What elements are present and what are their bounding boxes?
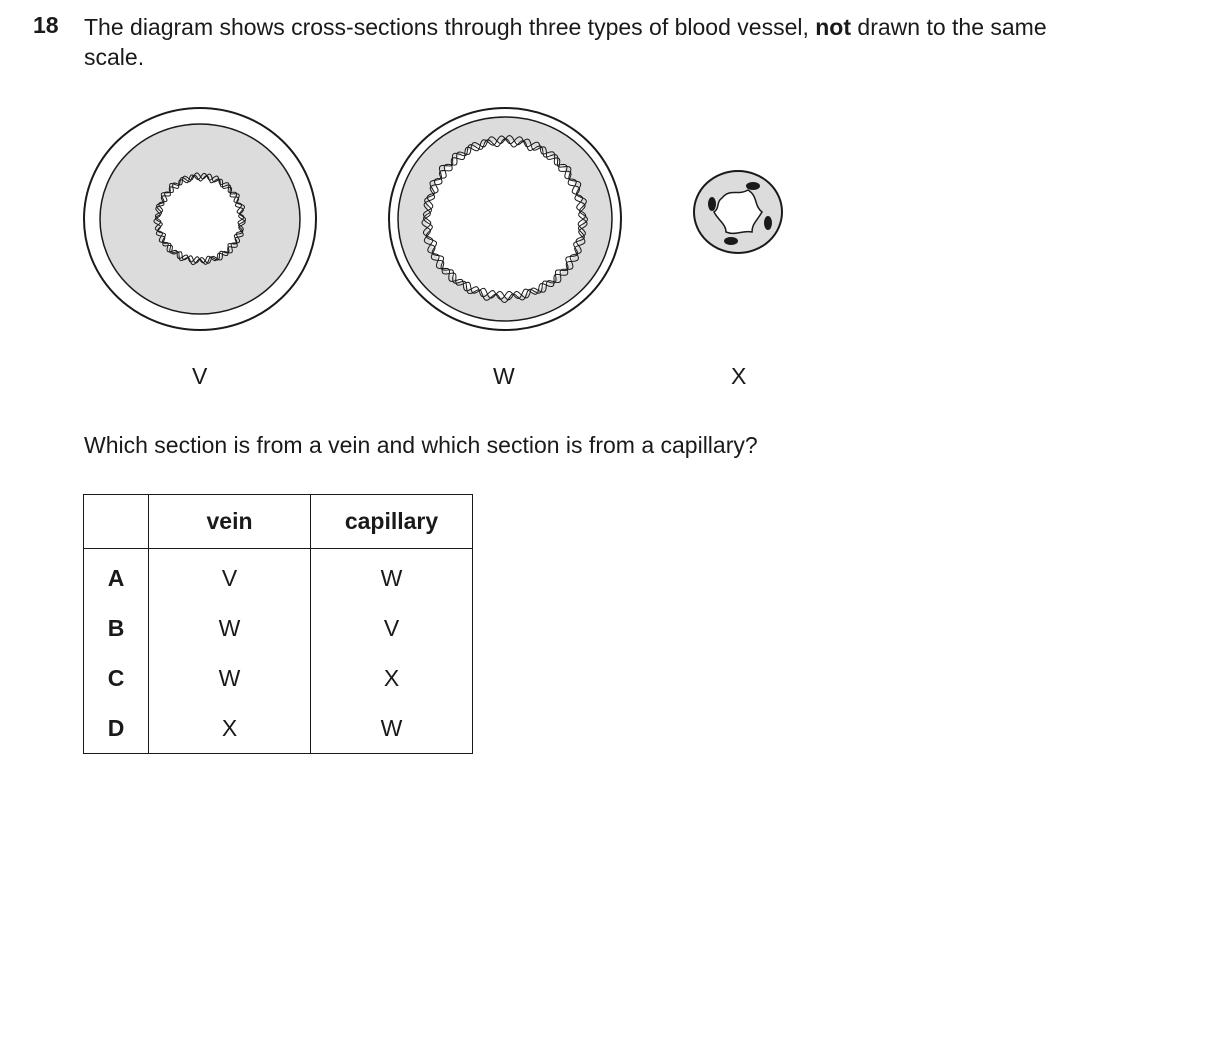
table-row[interactable] bbox=[84, 549, 473, 604]
vessel-x-cross-section bbox=[694, 171, 782, 253]
table-header-row bbox=[84, 495, 473, 549]
question-prompt: Which section is from a vein and which section is from a capillary? bbox=[84, 432, 758, 458]
question-number: 18 bbox=[33, 12, 59, 38]
answer-options-table bbox=[83, 494, 473, 754]
option-capillary: X bbox=[311, 653, 473, 703]
option-letter: D bbox=[84, 703, 149, 754]
option-capillary: W bbox=[311, 703, 473, 754]
blood-vessel-diagram bbox=[0, 0, 1209, 400]
vessel-v-cross-section bbox=[84, 108, 316, 330]
vessel-label-v: V bbox=[192, 363, 208, 389]
header-blank bbox=[84, 495, 149, 549]
stem-text-1: The diagram shows cross-sections through three types of blood vessel, bbox=[84, 14, 816, 40]
table-row[interactable] bbox=[84, 703, 473, 754]
vessel-w-cross-section bbox=[389, 108, 621, 330]
nucleus-3 bbox=[764, 216, 772, 230]
table-row[interactable] bbox=[84, 653, 473, 703]
option-vein: W bbox=[149, 603, 311, 653]
option-letter: C bbox=[84, 653, 149, 703]
header-vein: vein bbox=[149, 495, 311, 549]
option-vein: V bbox=[149, 549, 311, 604]
nucleus-1 bbox=[708, 197, 716, 211]
option-capillary: W bbox=[311, 549, 473, 604]
option-vein: X bbox=[149, 703, 311, 754]
option-vein: W bbox=[149, 653, 311, 703]
stem-text-2: drawn to the same scale. bbox=[84, 14, 1047, 70]
option-letter: B bbox=[84, 603, 149, 653]
nucleus-4 bbox=[724, 237, 738, 245]
vessel-label-x: X bbox=[731, 363, 747, 389]
table-row[interactable] bbox=[84, 603, 473, 653]
option-capillary: V bbox=[311, 603, 473, 653]
nucleus-2 bbox=[746, 182, 760, 190]
option-letter: A bbox=[84, 549, 149, 604]
vessel-label-w: W bbox=[493, 363, 515, 389]
header-capillary: capillary bbox=[311, 495, 473, 549]
stem-bold-text: not bbox=[815, 14, 852, 40]
